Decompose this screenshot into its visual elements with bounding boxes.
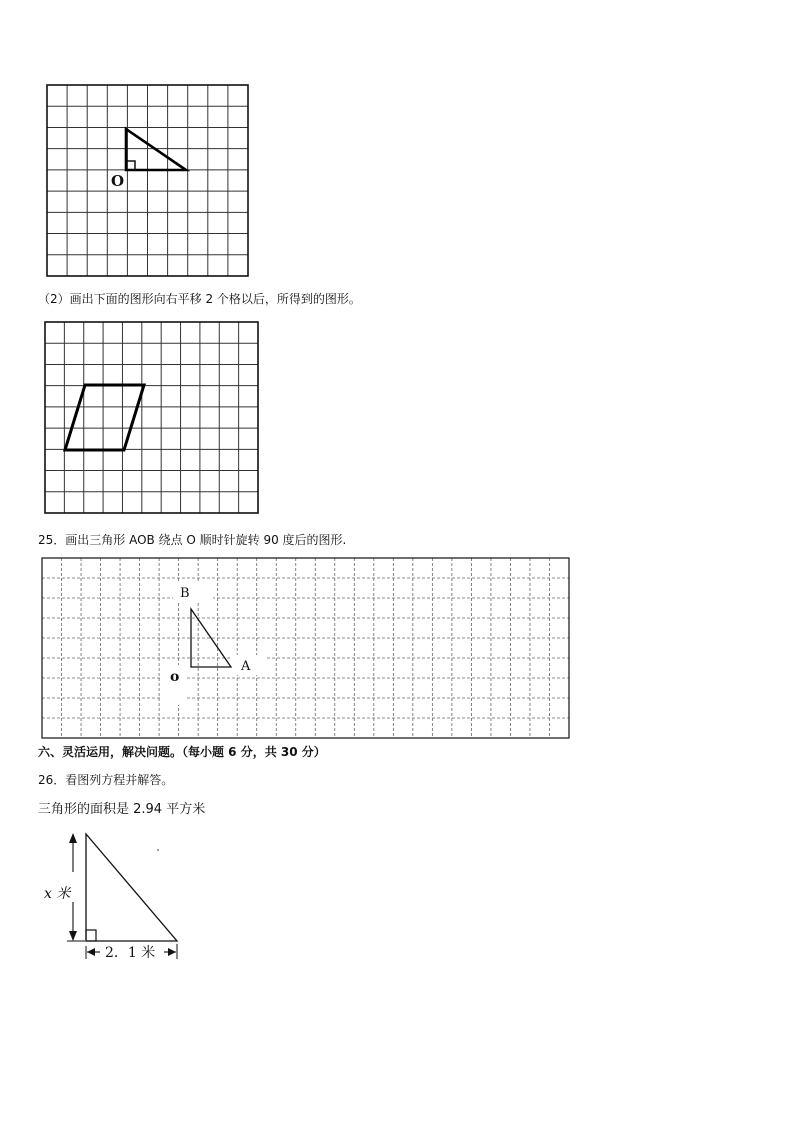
- label-a: A: [241, 659, 251, 674]
- height-label: x 米: [44, 886, 71, 902]
- parallelogram-shape: [65, 385, 144, 450]
- base-label: 2．1 米: [105, 945, 156, 961]
- section-6-heading: 六、灵活运用，解决问题。（每小题 6 分，共 30 分）: [38, 745, 326, 759]
- point-o-label: O: [111, 172, 125, 190]
- question-26-condition: 三角形的面积是 2.94 平方米: [38, 802, 206, 817]
- label-b: B: [180, 586, 190, 601]
- grid-3-dashed: [41, 557, 571, 740]
- question-26: 26．看图列方程并解答。: [38, 773, 174, 787]
- question-25: 25．画出三角形 AOB 绕点 O 顺时针旋转 90 度后的图形.: [38, 533, 347, 547]
- label-o: o: [170, 669, 180, 685]
- grid-1: [46, 84, 250, 278]
- question-24-part-2: （2）画出下面的图形向右平移 2 个格以后，所得到的图形。: [38, 292, 361, 306]
- grid-2: [44, 321, 260, 515]
